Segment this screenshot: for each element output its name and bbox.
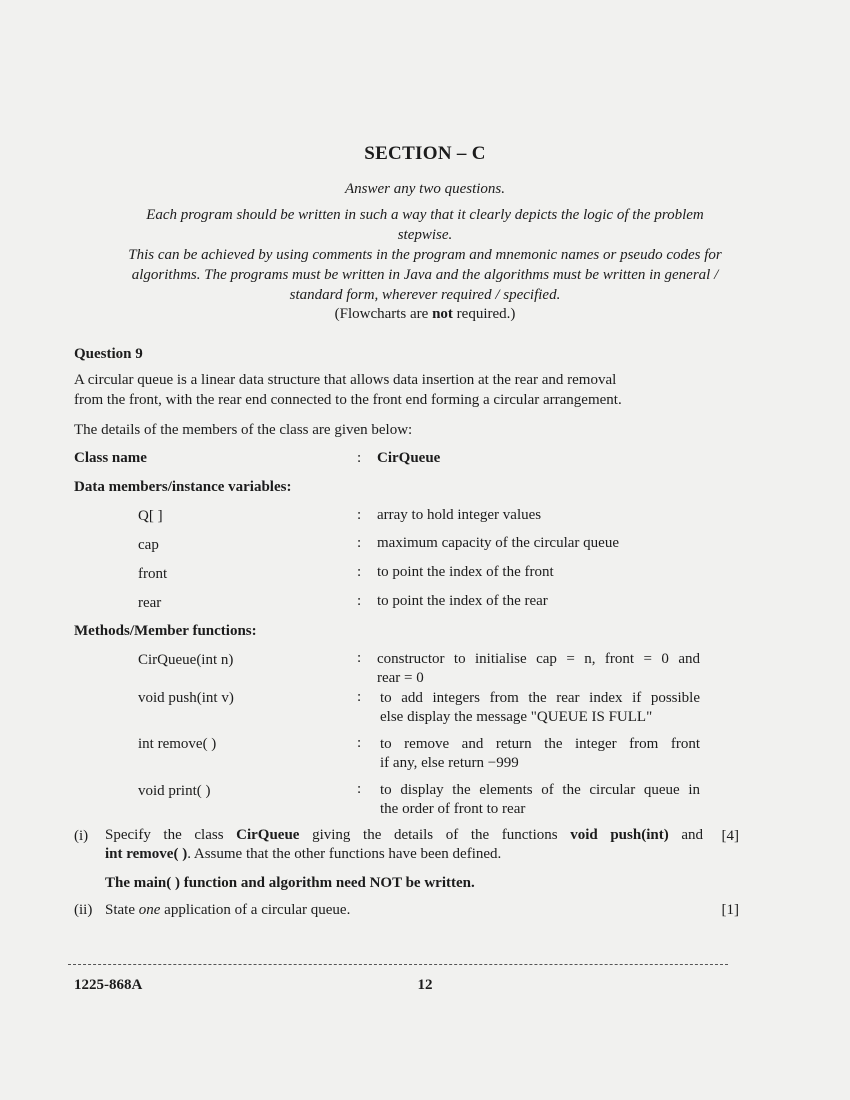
method-name: int remove( ) bbox=[138, 736, 217, 752]
colon: : bbox=[357, 564, 362, 580]
data-members-label: Data members/instance variables: bbox=[74, 479, 292, 495]
method-desc bbox=[380, 735, 700, 773]
part-i-line-1: Specify the class CirQueue giving the details of the functions void push(int) and bbox=[105, 827, 703, 843]
instruction-line-6: standard form, wherever required / specified. bbox=[289, 287, 561, 303]
part-ii-text: State one application of a circular queue. bbox=[105, 902, 351, 918]
member-desc: to point the index of the rear bbox=[377, 593, 548, 609]
details-line: The details of the members of the class are given below: bbox=[74, 422, 413, 438]
intro-line-1: A circular queue is a linear data structure that allows data insertion at the rear and removal bbox=[74, 372, 617, 388]
member-desc: array to hold integer values bbox=[377, 507, 542, 523]
method-desc-line-2: else display the message "QUEUE IS FULL" bbox=[380, 709, 653, 725]
method-desc-line-2: if any, else return −999 bbox=[380, 755, 519, 771]
colon: : bbox=[357, 689, 362, 705]
instruction-line-1: Answer any two questions. bbox=[345, 181, 505, 197]
colon: : bbox=[357, 507, 362, 523]
colon: : bbox=[357, 450, 362, 466]
intro-line-2: from the front, with the rear end connected to the front end forming a circular arrangement. bbox=[74, 392, 622, 408]
part-i-line-2: int remove( ). Assume that the other functions have been defined. bbox=[105, 846, 502, 862]
footer-code: 1225-868A bbox=[74, 977, 143, 993]
member-name: Q[ ] bbox=[138, 508, 163, 524]
method-desc-line-1: constructor to initialise cap = n, front = 0 and bbox=[377, 651, 700, 667]
instruction-line-3: stepwise. bbox=[397, 227, 453, 243]
part-i-text bbox=[105, 826, 703, 864]
part-i-note: The main( ) function and algorithm need NOT be written. bbox=[105, 875, 475, 891]
instruction-line-4: This can be achieved by using comments in the program and mnemonic names or pseudo codes for bbox=[128, 247, 722, 263]
member-desc: maximum capacity of the circular queue bbox=[377, 535, 619, 551]
methods-label: Methods/Member functions: bbox=[74, 623, 257, 639]
part-i-number: (i) bbox=[74, 828, 89, 844]
method-name: void push(int v) bbox=[138, 690, 234, 706]
footer-divider bbox=[68, 964, 728, 965]
instruction-line-7: (Flowcharts are not required.) bbox=[334, 306, 516, 322]
part-ii-marks: [1] bbox=[721, 902, 739, 918]
class-name-value: CirQueue bbox=[377, 450, 441, 466]
method-name: CirQueue(int n) bbox=[138, 652, 234, 668]
instruction-line-2: Each program should be written in such a way that it clearly depicts the logic of the problem bbox=[146, 207, 704, 223]
colon: : bbox=[357, 535, 362, 551]
member-name: rear bbox=[138, 595, 162, 611]
member-name: front bbox=[138, 566, 168, 582]
colon: : bbox=[357, 593, 362, 609]
class-name-label: Class name bbox=[74, 450, 147, 466]
question-heading: Question 9 bbox=[74, 346, 143, 362]
member-desc: to point the index of the front bbox=[377, 564, 554, 580]
colon: : bbox=[357, 650, 362, 666]
member-name: cap bbox=[138, 537, 159, 553]
method-desc bbox=[380, 689, 700, 727]
colon: : bbox=[357, 735, 362, 751]
method-desc bbox=[380, 781, 700, 819]
method-desc-line-1: to add integers from the rear index if possible bbox=[380, 690, 700, 706]
method-name: void print( ) bbox=[138, 783, 211, 799]
method-desc-line-1: to display the elements of the circular queue in bbox=[380, 782, 700, 798]
method-desc-line-2: the order of front to rear bbox=[380, 801, 526, 817]
method-desc-line-2: rear = 0 bbox=[377, 670, 424, 686]
section-title: SECTION – C bbox=[364, 143, 486, 164]
part-i-marks: [4] bbox=[721, 828, 739, 844]
part-ii-number: (ii) bbox=[74, 902, 93, 918]
instruction-line-5: algorithms. The programs must be written in Java and the algorithms must be written in general / bbox=[131, 267, 719, 283]
method-desc bbox=[377, 650, 700, 688]
footer-page-number: 12 bbox=[417, 977, 433, 993]
colon: : bbox=[357, 781, 362, 797]
method-desc-line-1: to remove and return the integer from front bbox=[380, 736, 700, 752]
